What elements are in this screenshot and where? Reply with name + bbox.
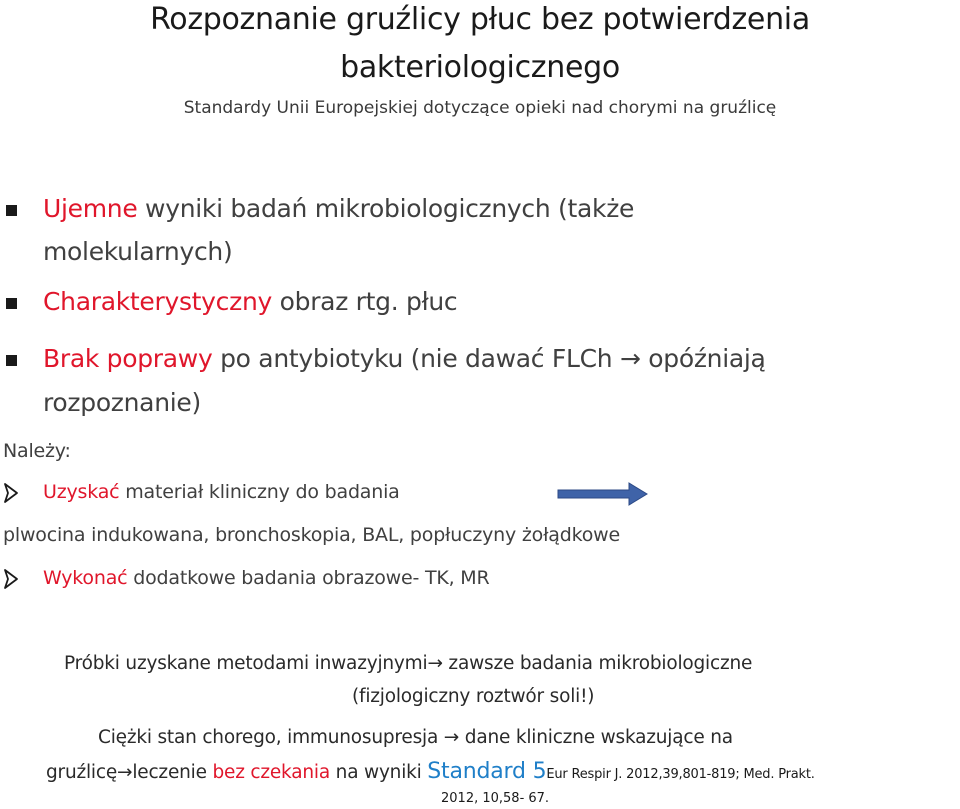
square-bullet-icon — [6, 298, 17, 309]
bullet-2-text: obraz rtg. płuc — [271, 287, 458, 316]
note-saline: (fizjologiczny roztwór soli!) — [352, 686, 595, 707]
nalezy-label: Należy: — [3, 440, 71, 462]
note-na-wyniki: na wyniki — [329, 762, 428, 783]
note-severe-condition — [98, 727, 733, 748]
right-arrow-icon: → — [117, 762, 133, 783]
highlight-brak-poprawy: Brak poprawy — [43, 344, 213, 373]
square-bullet-icon — [6, 355, 17, 366]
action-perform-imaging — [43, 567, 490, 589]
arrowhead-bullet-icon — [3, 567, 19, 591]
action-1-text: materiał kliniczny do badania — [119, 481, 400, 503]
bullet-characteristic-xray — [43, 287, 457, 316]
slide-subtitle: Standardy Unii Europejskiej dotyczące opieki nad chorymi na gruźlicę — [183, 98, 777, 118]
blue-block-arrow-icon — [557, 481, 649, 507]
bullet-3-line2: rozpoznanie) — [43, 388, 201, 417]
reference-line2: 2012, 10,58- 67. — [441, 791, 550, 806]
standard-5-label: Standard 5 — [427, 759, 547, 784]
note-ciezki-part1: Ciężki stan chorego, immunosupresja — [98, 727, 444, 748]
highlight-bez-czekania: bez czekania — [212, 762, 330, 783]
bullet-1-line2: molekularnych) — [43, 237, 233, 266]
note-treatment-line — [46, 759, 815, 784]
right-arrow-icon: → — [619, 344, 641, 373]
highlight-ujemne: Ujemne — [43, 194, 138, 223]
bullet-negative-results — [43, 194, 634, 223]
highlight-uzyskac: Uzyskać — [43, 481, 120, 503]
action-2-text: dodatkowe badania obrazowe- TK, MR — [127, 567, 490, 589]
bullet-3-text-after-arrow: opóźniają — [640, 344, 766, 373]
action-obtain-material — [43, 481, 400, 503]
highlight-wykonac: Wykonać — [43, 567, 128, 589]
slide-title-line2: bakteriologicznego — [340, 50, 620, 85]
arrowhead-bullet-icon — [3, 481, 19, 505]
note-gruzlice: gruźlicę — [46, 762, 118, 783]
note-probki-part1: Próbki uzyskane metodami inwazyjnymi — [64, 653, 428, 674]
bullet-3-text: po antybiotyku (nie dawać FLCh — [212, 344, 620, 373]
slide-title-line1: Rozpoznanie gruźlicy płuc bez potwierdzenia — [150, 2, 810, 37]
materials-list: plwocina indukowana, bronchoskopia, BAL, popłuczyny żołądkowe — [3, 524, 620, 546]
right-arrow-icon: → — [427, 653, 443, 674]
note-probki-part2: zawsze badania mikrobiologiczne — [442, 653, 753, 674]
note-leczenie: leczenie — [132, 762, 213, 783]
highlight-charakterystyczny: Charakterystyczny — [43, 287, 272, 316]
right-arrow-icon: → — [443, 727, 460, 748]
note-invasive-samples — [64, 653, 752, 674]
note-ciezki-part2: dane kliniczne wskazujące na — [459, 727, 733, 748]
square-bullet-icon — [6, 205, 17, 216]
reference-line1: Eur Respir J. 2012,39,801-819; Med. Prakt. — [546, 767, 815, 782]
bullet-no-improvement — [43, 344, 766, 373]
bullet-1-text: wyniki badań mikrobiologicznych (także — [137, 194, 635, 223]
